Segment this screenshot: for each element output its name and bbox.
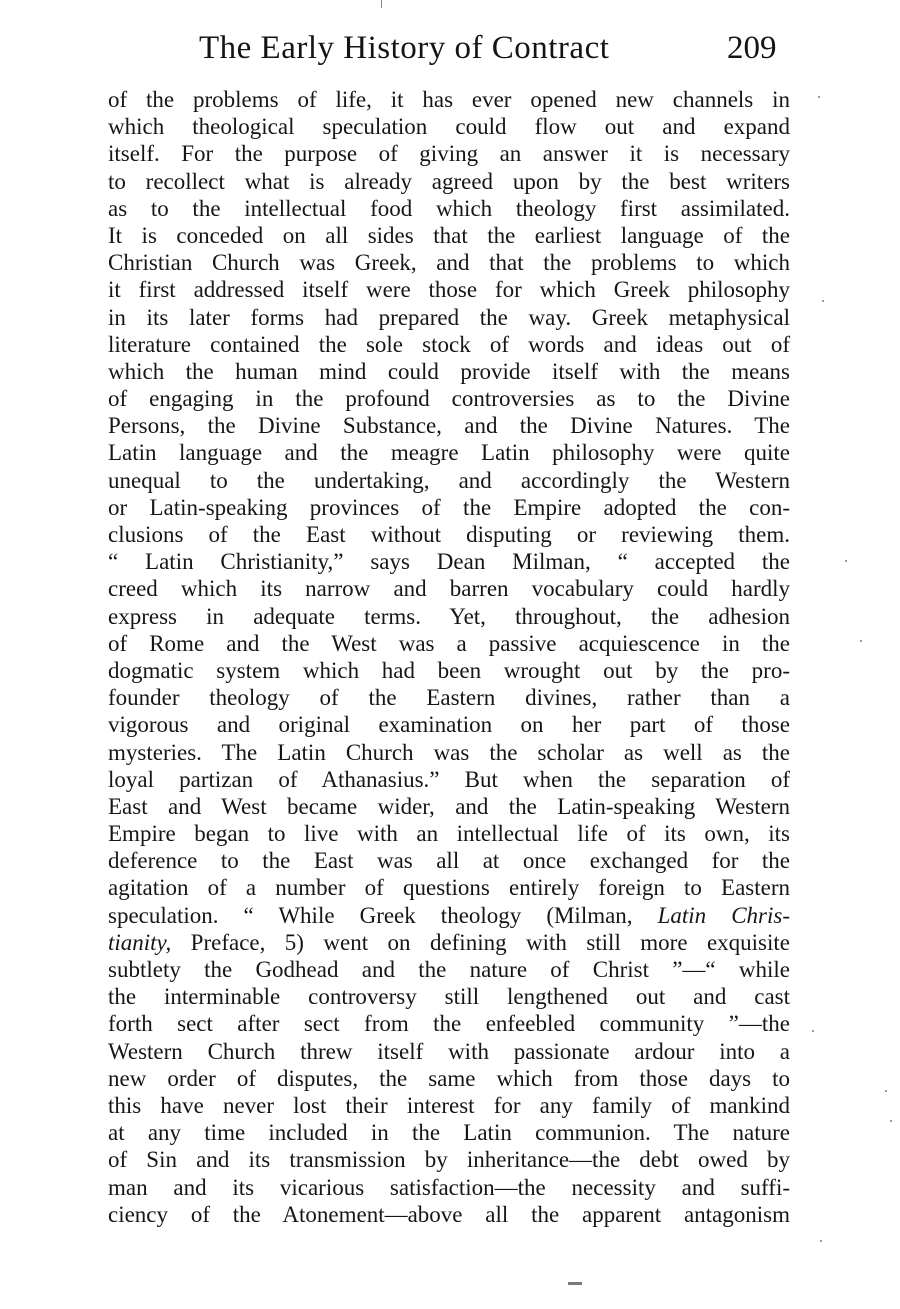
text-fragment: speculation. “ While Greek theology (Milman, [108,902,658,928]
scan-speck [860,640,862,642]
text-line: unequal to the undertaking, and accordingly the Western [108,467,790,493]
text-line [108,902,790,929]
text-line: Western Church threw itself with passionate ardour into a [108,1038,790,1064]
text-fragment: Preface, 5) went on defining with still more exquisite [171,929,790,955]
text-line: creed which its narrow and barren vocabulary could hardly [108,576,790,602]
text-line: which the human mind could provide itself with the means [108,358,790,384]
text-line: vigorous and original examination on her part of those [108,712,790,738]
page-header [195,30,795,72]
text-line: new order of disputes, the same which from those days to [108,1065,790,1091]
text-line: it first addressed itself were those for which Greek philosophy [108,277,790,303]
text-line: the interminable controversy still lengthened out and cast [108,984,790,1010]
text-line: “ Latin Christianity,” says Dean Milman, “ accepted the [108,549,790,575]
text-line: founder theology of the Eastern divines, rather than a [108,685,790,711]
text-line: literature contained the sole stock of words and ideas out of [108,331,790,357]
text-line [108,929,790,956]
text-line: of Rome and the West was a passive acquiescence in the [108,630,790,656]
text-line: which theological speculation could flow out and expand [108,114,790,140]
text-line: clusions of the East without disputing or reviewing them. [108,522,790,547]
scan-mark [568,1282,582,1285]
running-title: The Early History of Contract [199,30,610,66]
text-line: subtlety the Godhead and the nature of Christ ”—“ while [108,957,790,982]
text-line: of the problems of life, it has ever opened new channels in [108,87,790,112]
text-line: East and West became wider, and the Latin-speaking Western [108,793,790,819]
text-line: It is conceded on all sides that the earliest language of the [108,222,790,248]
text-line: deference to the East was all at once exchanged for the [108,848,790,874]
body-text [108,86,790,1228]
text-line: Latin language and the meagre Latin philosophy were quite [108,440,790,466]
scan-speck [820,1240,822,1242]
scan-speck [818,96,820,98]
text-line: Persons, the Divine Substance, and the Divine Natures. The [108,413,790,439]
text-line: dogmatic system which had been wrought out by the pro- [108,657,790,683]
scan-mark [381,0,382,8]
page-number: 209 [727,30,777,66]
text-line: at any time included in the Latin communion. The nature [108,1120,790,1146]
text-line: this have never lost their interest for any family of mankind [108,1092,790,1118]
scan-speck [885,1090,887,1092]
text-line: man and its vicarious satisfaction—the necessity and suffi- [108,1174,790,1200]
citation-title: tianity, [108,929,172,955]
scan-speck [845,560,847,562]
text-line: of engaging in the profound controversies as to the Divine [108,386,790,412]
scan-speck [890,1120,892,1122]
text-line: in its later forms had prepared the way. Greek metaphysical [108,304,790,330]
text-line: as to the intellectual food which theology first assimilated. [108,195,790,221]
text-line: to recollect what is already agreed upon by the best writers [108,168,790,194]
text-line: ciency of the Atonement—above all the apparent antagonism [108,1201,790,1227]
text-line: loyal partizan of Athanasius.” But when the separation of [108,766,790,792]
text-line: itself. For the purpose of giving an answer it is necessary [108,141,790,167]
text-line: Christian Church was Greek, and that the problems to which [108,250,790,276]
scan-speck [812,1030,814,1032]
text-line: express in adequate terms. Yet, throughout, the adhesion [108,603,790,629]
citation-title: Latin Chris- [657,902,790,928]
text-line: Empire began to live with an intellectual life of its own, its [108,821,790,847]
text-line: mysteries. The Latin Church was the scholar as well as the [108,739,790,765]
text-line: forth sect after sect from the enfeebled community ”—the [108,1011,790,1037]
text-line: agitation of a number of questions entirely foreign to Eastern [108,875,790,901]
scan-speck [822,300,824,302]
text-line: or Latin-speaking provinces of the Empire adopted the con- [108,494,790,520]
text-line: of Sin and its transmission by inheritance—the debt owed by [108,1147,790,1173]
